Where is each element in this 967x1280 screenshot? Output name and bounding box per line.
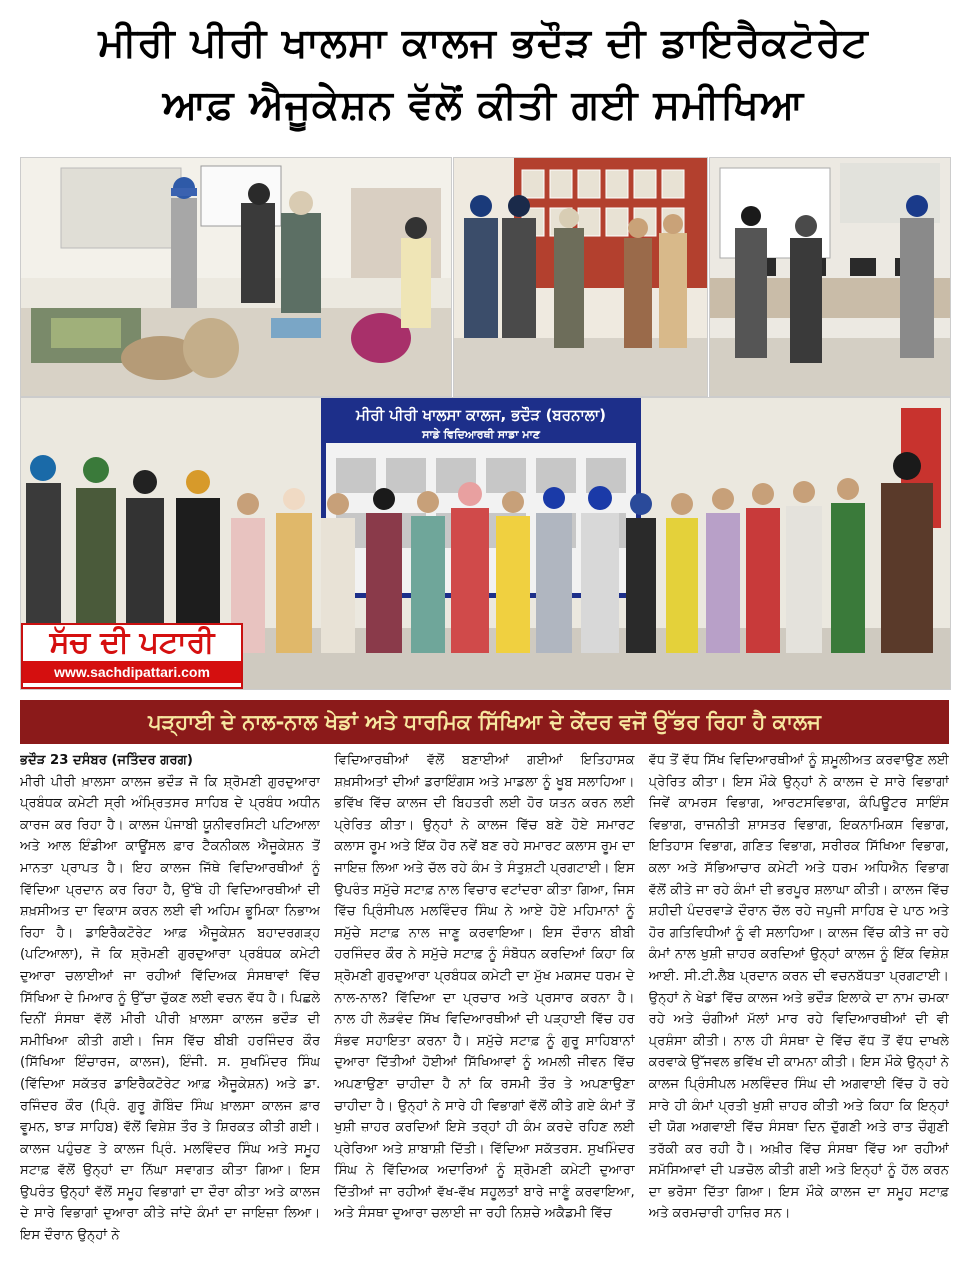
article-column-1 (20, 750, 320, 1270)
article-column-3 (649, 750, 949, 1270)
photo-computer-lab (709, 157, 951, 397)
dateline: ਭਦੌੜ 23 ਦਸੰਬਰ (ਜਤਿੰਦਰ ਗਰਗ) (20, 753, 193, 768)
article-text-1: ਮੀਰੀ ਪੀਰੀ ਖ਼ਾਲਸਾ ਕਾਲਜ ਭਦੌੜ ਜੋ ਕਿ ਸ਼੍ਰੋਮਣੀ ਗੁਰਦੁਆਰਾ ਪ੍ਰਬੰਧਕ ਕਮੇਟੀ ਸ੍ਰੀ ਅੰਮ੍ਰਿਤਸਰ ਸਾਹਿਬ ਦੇ ਪ੍ਰਬੰਧ ਅਧੀਨ ਕਾਰਜ ਕਰ ਰਿਹਾ ਹੈ। ਕਾਲਜ ਪੰਜਾਬੀ ਯੂਨੀਵਰਸਿਟੀ ਪਟਿਆਲਾ ਅਤੇ ਆਲ ਇੰਡੀਆ ਕਾਊਂਸਲ ਫ਼ਾਰ ਟੈਕਨੀਕਲ ਐਜੂਕੇਸ਼ਨ ਤੋਂ ਮਾਨਤਾ ਪ੍ਰਾਪਤ ਹੈ। ਇਹ ਕਾਲਜ ਜਿੱਥੇ ਵਿਦਿਆਰਥੀਆਂ ਨੂੰ ਵਿੱਦਿਆ ਪ੍ਰਦਾਨ ਕਰ ਰਿਹਾ ਹੈ, ਉੱਥੇ ਹੀ ਵਿਦਿਆਰਥੀਆਂ ਦੀ ਸ਼ਖ਼ਸੀਅਤ ਦਾ ਵਿਕਾਸ ਕਰਨ ਲਈ ਵੀ ਅਹਿਮ ਭੂਮਿਕਾ ਨਿਭਾਅ ਰਿਹਾ ਹੈ। ਡਾਇਰੈਕਟੋਰੇਟ ਆਫ਼ ਐਜੂਕੇਸ਼ਨ ਬਹਾਦਰਗੜ੍ਹ (ਪਟਿਆਲਾ), ਜੋ ਕਿ ਸ਼੍ਰੋਮਣੀ ਗੁਰਦੁਆਰਾ ਪ੍ਰਬੰਧਕ ਕਮੇਟੀ ਦੁਆਰਾ ਚਲਾਈਆਂ ਜਾ ਰਹੀਆਂ ਵਿੱਦਿਅਕ ਸੰਸਥਾਵਾਂ ਵਿੱਚ ਸਿੱਖਿਆ ਦੇ ਮਿਆਰ ਨੂੰ ਉੱਚਾ ਚੁੱਕਣ ਲਈ ਵਚਨ ਵੱਧ ਹੈ। ਪਿਛਲੇ ਦਿਨੀਂ ਸੰਸਥਾ ਵੱਲੋਂ ਮੀਰੀ ਪੀਰੀ ਖ਼ਾਲਸਾ ਕਾਲਜ ਭਦੌੜ ਦੀ ਸਮੀਖਿਆ ਕੀਤੀ ਗਈ। ਜਿਸ ਵਿੱਚ ਬੀਬੀ ਹਰਜਿੰਦਰ ਕੌਰ (ਸਿੱਖਿਆ ਇੰਚਾਰਜ, ਕਾਲਜ), ਇੰਜੀ. ਸ. ਸੁਖਮਿੰਦਰ ਸਿੰਘ (ਵਿੱਦਿਆ ਸਕੱਤਰ ਡਾਇਰੈਕਟੋਰੇਟ ਆਫ਼ ਐਜੂਕੇਸ਼ਨ) ਅਤੇ ਡਾ. ਰਜਿੰਦਰ ਕੌਰ (ਪ੍ਰਿੰ. ਗੁਰੂ ਗੋਬਿੰਦ ਸਿੰਘ ਖ਼ਾਲਸਾ ਕਾਲਜ ਫ਼ਾਰ ਵੂਮਨ, ਝਾੜ ਸਾਹਿਬ) ਵੱਲੋਂ ਵਿਸ਼ੇਸ਼ ਤੌਰ ਤੇ ਸ਼ਿਰਕਤ ਕੀਤੀ ਗਈ। ਕਾਲਜ ਪਹੁੰਚਣ ਤੇ ਕਾਲਜ ਪ੍ਰਿੰ. ਮਲਵਿੰਦਰ ਸਿੰਘ ਅਤੇ ਸਮੂਹ ਸਟਾਫ਼ ਵੱਲੋਂ ਉਨ੍ਹਾਂ ਦਾ ਨਿੱਘਾ ਸਵਾਗਤ ਕੀਤਾ ਗਿਆ। ਇਸ ਉਪਰੰਤ ਉਨ੍ਹਾਂ ਵੱਲੋਂ ਸਮੂਹ ਵਿਭਾਗਾਂ ਦਾ ਦੌਰਾ ਕੀਤਾ ਅਤੇ ਕਾਲਜ ਦੇ ਸਾਰੇ ਵਿਭਾਗਾਂ ਦੁਆਰਾ ਕੀਤੇ ਜਾਂਦੇ ਕੰਮਾਂ ਦਾ ਜਾਇਜ਼ਾ ਲਿਆ। ਇਸ ਦੌਰਾਨ ਉਨ੍ਹਾਂ ਨੇ (20, 774, 321, 1244)
headline-line-1: ਮੀਰੀ ਪੀਰੀ ਖਾਲਸਾ ਕਾਲਜ ਭਦੌੜ ਦੀ ਡਾਇਰੈਕਟੋਰੇਟ (98, 20, 869, 66)
article-column-2 (334, 750, 634, 1270)
headline-line-2: ਆਫ਼ ਐਜੂਕੇਸ਼ਨ ਵੱਲੋਂ ਕੀਤੀ ਗਈ ਸਮੀਖਿਆ (162, 82, 805, 128)
photo-group (20, 397, 951, 690)
headline (14, 12, 953, 147)
subheadline: ਪੜ੍ਹਾਈ ਦੇ ਨਾਲ-ਨਾਲ ਖੇਡਾਂ ਅਤੇ ਧਾਰਮਿਕ ਸਿੱਖਿਆ ਦੇ ਕੇਂਦਰ ਵਜੋਂ ਉੱਭਰ ਰਿਹਾ ਹੈ ਕਾਲਜ (20, 700, 949, 744)
photo-lab-visit (20, 157, 452, 397)
brand-logo (21, 623, 243, 689)
photo-corridor-portraits (453, 157, 708, 397)
banner-title: ਮੀਰੀ ਪੀਰੀ ਖਾਲਸਾ ਕਾਲਜ, ਭਦੌੜ (ਬਰਨਾਲਾ) (355, 406, 607, 424)
banner-subtitle: ਸਾਡੇ ਵਿਦਿਆਰਥੀ ਸਾਡਾ ਮਾਣ (422, 428, 540, 441)
article-body (20, 750, 949, 1270)
article-text-2: ਵਿਦਿਆਰਥੀਆਂ ਵੱਲੋਂ ਬਣਾਈਆਂ ਗਈਆਂ ਇਤਿਹਾਸਕ ਸ਼ਖ਼ਸੀਅਤਾਂ ਦੀਆਂ ਡਰਾਇੰਗਸ ਅਤੇ ਮਾਡਲਾ ਨੂੰ ਖੂਬ ਸਲਾਹਿਆ। ਭਵਿੱਖ ਵਿੱਚ ਕਾਲਜ ਦੀ ਬਿਹਤਰੀ ਲਈ ਹੋਰ ਯਤਨ ਕਰਨ ਲਈ ਪ੍ਰੇਰਿਤ ਕੀਤਾ। ਉਨ੍ਹਾਂ ਨੇ ਕਾਲਜ ਵਿੱਚ ਬਣੇ ਹੋਏ ਸਮਾਰਟ ਕਲਾਸ ਰੂਮ ਅਤੇ ਇੱਕ ਹੋਰ ਨਵੇਂ ਬਣ ਰਹੇ ਸਮਾਰਟ ਕਲਾਸ ਰੂਮ ਦਾ ਜਾਇਜ਼ ਲਿਆ ਅਤੇ ਚੱਲ ਰਹੇ ਕੰਮ ਤੇ ਸੰਤੁਸ਼ਟੀ ਪ੍ਰਗਟਾਈ। ਇਸ ਉਪਰੰਤ ਸਮੁੱਚੇ ਸਟਾਫ਼ ਨਾਲ ਵਿਚਾਰ ਵਟਾਂਦਰਾ ਕੀਤਾ ਗਿਆ, ਜਿਸ ਵਿੱਚ ਪ੍ਰਿੰਸੀਪਲ ਮਲਵਿੰਦਰ ਸਿੰਘ ਨੇ ਆਏ ਹੋਏ ਮਹਿਮਾਨਾਂ ਨੂੰ ਸਮੁੱਚੇ ਸਟਾਫ਼ ਨਾਲ ਜਾਣੂ ਕਰਵਾਇਆ। ਇਸ ਦੌਰਾਨ ਬੀਬੀ ਹਰਜਿੰਦਰ ਕੌਰ ਨੇ ਸਮੁੱਚੇ ਸਟਾਫ਼ ਨੂੰ ਸੰਬੋਧਨ ਕਰਦਿਆਂ ਕਿਹਾ ਕਿ ਸ਼੍ਰੋਮਣੀ ਗੁਰਦੁਆਰਾ ਪ੍ਰਬੰਧਕ ਕਮੇਟੀ ਦਾ ਮੁੱਖ ਮਕਸਦ ਧਰਮ ਦੇ ਨਾਲ-ਨਾਲ? ਵਿੱਦਿਆ ਦਾ ਪ੍ਰਚਾਰ ਅਤੇ ਪ੍ਰਸਾਰ ਕਰਨਾ ਹੈ। ਨਾਲ ਹੀ ਲੋੜਵੰਦ ਸਿੱਖ ਵਿਦਿਆਰਥੀਆਂ ਦੀ ਪੜ੍ਹਾਈ ਵਿੱਚ ਹਰ ਸੰਭਵ ਸਹਾਇਤਾ ਕਰਨਾ ਹੈ। ਸਮੁੱਚੇ ਸਟਾਫ਼ ਨੂੰ ਗੁਰੂ ਸਾਹਿਬਾਨਾਂ ਦੁਆਰਾ ਦਿੱਤੀਆਂ ਹੋਈਆਂ ਸਿੱਖਿਆਵਾਂ ਨੂੰ ਅਮਲੀ ਜੀਵਨ ਵਿੱਚ ਅਪਣਾਉਣਾ ਚਾਹੀਦਾ ਹੈ ਨਾਂ ਕਿ ਰਸਮੀ ਤੌਰ ਤੇ ਅਪਣਾਉਣਾ ਚਾਹੀਦਾ ਹੈ। ਉਨ੍ਹਾਂ ਨੇ ਸਾਰੇ ਹੀ ਵਿਭਾਗਾਂ ਵੱਲੋਂ ਕੀਤੇ ਗਏ ਕੰਮਾਂ ਤੋਂ ਖੁਸ਼ੀ ਜ਼ਾਹਰ ਕਰਦਿਆਂ ਇਸੇ ਤਰ੍ਹਾਂ ਹੀ ਕੰਮ ਕਰਦੇ ਰਹਿਣ ਲਈ ਪ੍ਰੇਰਿਆ ਅਤੇ ਸ਼ਾਬਾਸ਼ੀ ਦਿੱਤੀ। ਵਿੱਦਿਆ ਸਕੱਤਰਸ. ਸੁਖਮਿੰਦਰ ਸਿੰਘ ਨੇ ਵਿੱਦਿਅਕ ਅਦਾਰਿਆਂ ਨੂੰ ਸ਼੍ਰੋਮਣੀ ਕਮੇਟੀ ਦੁਆਰਾ ਦਿੱਤੀਆਂ ਜਾ ਰਹੀਆਂ ਵੱਖ-ਵੱਖ ਸਹੂਲਤਾਂ ਬਾਰੇ ਜਾਣੂੰ ਕਰਵਾਇਆ, ਅਤੇ ਸੰਸਥਾ ਦੁਆਰਾ ਚਲਾਈ ਜਾ ਰਹੀ ਨਿਸ਼ਚੇ ਅਕੈਡਮੀ ਵਿੱਚ (334, 753, 635, 1222)
brand-url[interactable]: www.sachdipattari.com (23, 661, 241, 683)
brand-name: ਸੱਚ ਦੀ ਪਟਾਰੀ (49, 625, 215, 660)
article-text-3: ਵੱਧ ਤੋਂ ਵੱਧ ਸਿੱਖ ਵਿਦਿਆਰਥੀਆਂ ਨੂੰ ਸ਼ਮੂਲੀਅਤ ਕਰਵਾਉਣ ਲਈ ਪ੍ਰੇਰਿਤ ਕੀਤਾ। ਇਸ ਮੌਕੇ ਉਨ੍ਹਾਂ ਨੇ ਕਾਲਜ ਦੇ ਸਾਰੇ ਵਿਭਾਗਾਂ ਜਿਵੇਂ ਕਾਮਰਸ ਵਿਭਾਗ, ਆਰਟਸਵਿਭਾਗ, ਕੰਪਿਊਟਰ ਸਾਇੰਸ ਵਿਭਾਗ, ਰਾਜਨੀਤੀ ਸ਼ਾਸਤਰ ਵਿਭਾਗ, ਇਕਨਾਮਿਕਸ ਵਿਭਾਗ, ਇਤਿਹਾਸ ਵਿਭਾਗ, ਗਣਿਤ ਵਿਭਾਗ, ਸਰੀਰਕ ਸਿੱਖਿਆ ਵਿਭਾਗ, ਕਲਾ ਅਤੇ ਸੱਭਿਆਚਾਰ ਕਮੇਟੀ ਅਤੇ ਧਰਮ ਅਧਿਐਨ ਵਿਭਾਗ ਵੱਲੋਂ ਕੀਤੇ ਜਾ ਰਹੇ ਕੰਮਾਂ ਦੀ ਭਰਪੂਰ ਸ਼ਲਾਘਾ ਕੀਤੀ। ਕਾਲਜ ਵਿੱਚ ਸ਼ਹੀਦੀ ਪੰਦਰਵਾੜੇ ਦੌਰਾਨ ਚੱਲ ਰਹੇ ਜਪੁਜੀ ਸਾਹਿਬ ਦੇ ਪਾਠ ਅਤੇ ਹੋਰ ਗਤਿਵਿਧੀਆਂ ਨੂੰ ਵੀ ਸਲਾਹਿਆ। ਕਾਲਜ ਵਿੱਚ ਕੀਤੇ ਜਾ ਰਹੇ ਕੰਮਾਂ ਨਾਲ ਖੁਸ਼ੀ ਜ਼ਾਹਰ ਕਰਦਿਆਂ ਉਨ੍ਹਾਂ ਕਾਲਜ ਨੂੰ ਇੱਕ ਵਿਸ਼ੇਸ਼ ਆਈ. ਸੀ.ਟੀ.ਲੈਬ ਪ੍ਰਦਾਨ ਕਰਨ ਦੀ ਵਚਨਬੱਧਤਾ ਪ੍ਰਗਟਾਈ। ਉਨ੍ਹਾਂ ਨੇ ਖੇਡਾਂ ਵਿੱਚ ਕਾਲਜ ਅਤੇ ਭਦੌੜ ਇਲਾਕੇ ਦਾ ਨਾਮ ਚਮਕਾ ਰਹੇ ਅਤੇ ਚੰਗੀਆਂ ਮੱਲਾਂ ਮਾਰ ਰਹੇ ਵਿਦਿਆਰਥੀਆਂ ਦੀ ਵੀ ਪ੍ਰਸ਼ੰਸਾ ਕੀਤੀ। ਨਾਲ ਹੀ ਸੰਸਥਾ ਦੇ ਵਿੱਚ ਵੱਧ ਤੋਂ ਵੱਧ ਦਾਖਲੇ ਕਰਵਾਕੇ ਉੱਜਵਲ ਭਵਿੱਖ ਦੀ ਕਾਮਨਾ ਕੀਤੀ। ਇਸ ਮੌਕੇ ਉਨ੍ਹਾਂ ਨੇ ਕਾਲਜ ਪ੍ਰਿੰਸੀਪਲ ਮਲਵਿੰਦਰ ਸਿੰਘ ਦੀ ਅਗਵਾਈ ਵਿੱਚ ਹੋ ਰਹੇ ਸਾਰੇ ਹੀ ਕੰਮਾਂ ਪ੍ਰਤੀ ਖੁਸ਼ੀ ਜ਼ਾਹਰ ਕੀਤੀ ਅਤੇ ਕਿਹਾ ਕਿ ਇਨ੍ਹਾਂ ਦੀ ਯੋਗ ਅਗਵਾਈ ਵਿੱਚ ਸੰਸਥਾ ਦਿਨ ਦੁੱਗਣੀ ਅਤੇ ਰਾਤ ਚੌਗੁਣੀ ਤਰੱਕੀ ਕਰ ਰਹੀ ਹੈ। ਅਖ਼ੀਰ ਵਿੱਚ ਸੰਸਥਾ ਵਿੱਚ ਆ ਰਹੀਆਂ ਸਮੱਸਿਆਵਾਂ ਦੀ ਪੜਚੋਲ ਕੀਤੀ ਗਈ ਅਤੇ ਇਨ੍ਹਾਂ ਨੂੰ ਹੱਲ ਕਰਨ ਦਾ ਭਰੋਸਾ ਦਿੱਤਾ ਗਿਆ। ਇਸ ਮੌਕੇ ਕਾਲਜ ਦਾ ਸਮੂਹ ਸਟਾਫ਼ ਅਤੇ ਕਰਮਚਾਰੀ ਹਾਜ਼ਿਰ ਸਨ। (648, 753, 949, 1222)
